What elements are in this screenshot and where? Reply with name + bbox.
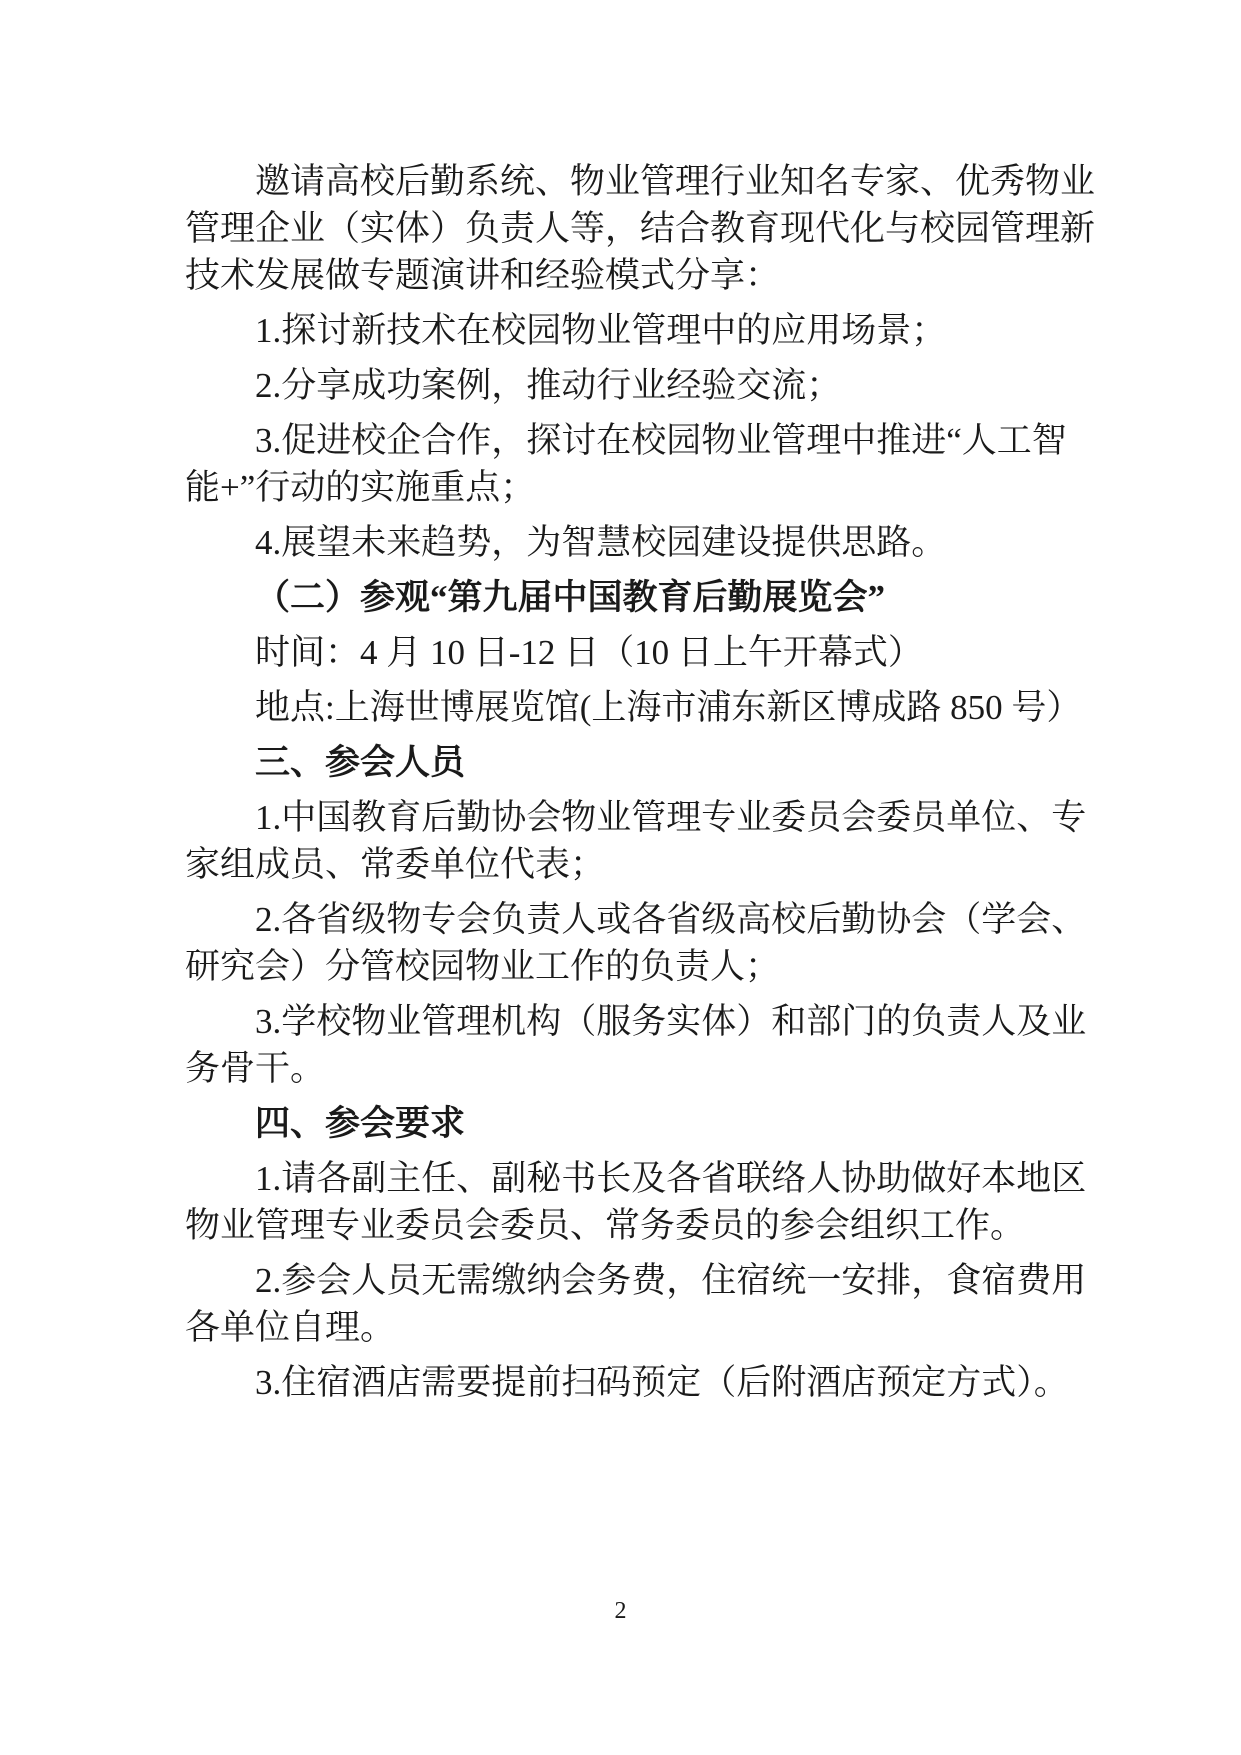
text-line: 3.住宿酒店需要提前扫码预定（后附酒店预定方式）。: [255, 1363, 1069, 1402]
text-line: 2.各省级物专会负责人或各省级高校后勤协会（学会、: [255, 900, 1087, 939]
list-item: [185, 519, 1105, 566]
text-line: 各单位自理。: [185, 1308, 396, 1347]
text-line: （二）参观“第九届中国教育后勤展览会”: [255, 578, 886, 617]
list-item: [185, 1257, 1105, 1351]
text-line: 2.分享成功案例，推动行业经验交流；: [255, 366, 842, 405]
section-heading: [185, 574, 1105, 621]
paragraph: [185, 684, 1105, 731]
list-item: [185, 896, 1105, 990]
text-line: 技术发展做专题演讲和经验模式分享：: [185, 256, 781, 295]
paragraph: [185, 629, 1105, 676]
list-item: [185, 417, 1105, 511]
text-line: 邀请高校后勤系统、物业管理行业知名专家、优秀物业: [255, 162, 1096, 201]
page-number: 2: [614, 1598, 627, 1624]
text-line: 时间：4 月 10 日-12 日（10 日上午开幕式）: [255, 633, 923, 672]
section-heading: [185, 1100, 1105, 1147]
text-line: 1.探讨新技术在校园物业管理中的应用场景；: [255, 311, 947, 350]
text-line: 4.展望未来趋势，为智慧校园建设提供思路。: [255, 523, 947, 562]
text-line: 务骨干。: [185, 1049, 326, 1088]
text-line: 1.中国教育后勤协会物业管理专业委员会委员单位、专: [255, 798, 1087, 837]
list-item: [185, 307, 1105, 354]
list-item: [185, 1359, 1105, 1406]
text-line: 物业管理专业委员会委员、常务委员的参会组织工作。: [185, 1206, 1026, 1245]
text-line: 地点:上海世博展览馆(上海市浦东新区博成路 850 号）: [255, 688, 1082, 727]
text-line: 3.促进校企合作，探讨在校园物业管理中推进“人工智: [255, 421, 1067, 460]
text-line: 2.参会人员无需缴纳会务费，住宿统一安排，食宿费用: [255, 1261, 1087, 1300]
text-line: 四、参会要求: [255, 1104, 466, 1143]
text-line: 管理企业（实体）负责人等，结合教育现代化与校园管理新: [185, 209, 1096, 248]
text-line: 三、参会人员: [255, 743, 466, 782]
list-item: [185, 998, 1105, 1092]
page-footer: [0, 1596, 1241, 1626]
paragraph: [185, 158, 1105, 299]
list-item: [185, 1155, 1105, 1249]
text-line: 3.学校物业管理机构（服务实体）和部门的负责人及业: [255, 1002, 1087, 1041]
text-line: 家组成员、常委单位代表；: [185, 845, 606, 884]
list-item: [185, 794, 1105, 888]
text-line: 能+”行动的实施重点；: [185, 468, 536, 507]
list-item: [185, 362, 1105, 409]
document-body: [185, 158, 1105, 1406]
text-line: 1.请各副主任、副秘书长及各省联络人协助做好本地区: [255, 1159, 1087, 1198]
section-heading: [185, 739, 1105, 786]
text-line: 研究会）分管校园物业工作的负责人；: [185, 947, 781, 986]
